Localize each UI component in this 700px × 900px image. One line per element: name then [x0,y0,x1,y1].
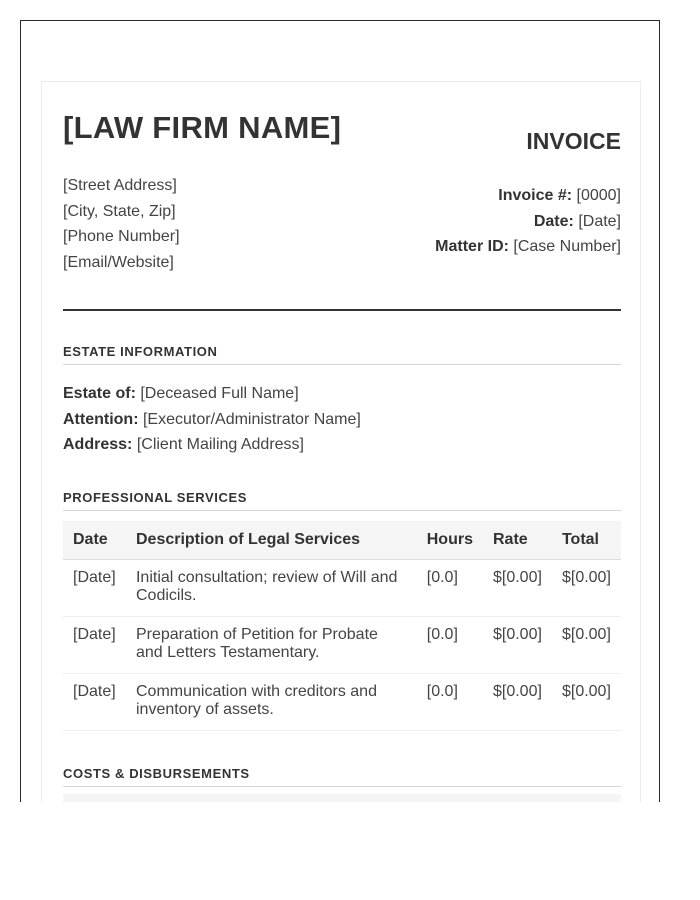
column-header-rate: Rate [483,521,552,559]
firm-city: [City, State, Zip] [63,202,176,220]
invoice-title: INVOICE [526,128,621,154]
firm-email: [Email/Website] [63,253,174,271]
address-label: Address: [63,436,133,453]
row-description: Initial consultation; review of Will and Codicils. [126,559,417,616]
document-viewport [20,20,660,802]
attention-value: [Executor/Administrator Name] [142,410,361,428]
table-row [63,559,621,616]
row-hours: [0.0] [417,673,483,730]
row-rate: $[0.00] [483,616,552,673]
services-header-row [63,521,621,559]
matter-id-line [435,234,621,260]
row-hours: [0.0] [417,559,483,616]
table-row [63,616,621,673]
row-total: $[0.00] [552,559,621,616]
matter-id-value: [Case Number] [513,238,621,255]
row-date: [Date] [63,673,126,730]
invoice-page [41,81,641,802]
row-rate: $[0.00] [483,559,552,616]
attention-label: Attention: [63,410,139,428]
estate-of-label: Estate of: [63,385,136,402]
attention-line [63,407,361,433]
services-table [63,521,621,731]
invoice-number-value: [0000] [576,187,621,204]
firm-phone: [Phone Number] [63,228,180,245]
address-value: [Client Mailing Address] [136,436,304,453]
column-header-hours: Hours [417,521,483,559]
firm-contact-block [63,173,180,275]
table-row [63,673,621,730]
invoice-date-line [435,209,621,235]
row-total: $[0.00] [552,616,621,673]
firm-street: [Street Address] [63,177,177,194]
firm-name: [LAW FIRM NAME] [63,110,342,145]
costs-section-title: COSTS & DISBURSEMENTS [63,766,621,787]
header-divider [63,309,621,311]
invoice-number-line [435,183,621,209]
row-total: $[0.00] [552,673,621,730]
row-date: [Date] [63,616,126,673]
invoice-number-label: Invoice #: [498,187,573,204]
column-header-date: Date [63,521,126,559]
row-description: Communication with creditors and inventory of assets. [126,673,417,730]
costs-table-header [63,794,621,802]
column-header-description: Description of Legal Services [126,521,417,559]
row-rate: $[0.00] [483,673,552,730]
invoice-date-label: Date: [533,212,574,230]
invoice-meta-block [435,183,621,260]
estate-of-value: [Deceased Full Name] [140,385,299,402]
row-date: [Date] [63,559,126,616]
invoice-date-value: [Date] [578,212,621,230]
services-section-title: PROFESSIONAL SERVICES [63,490,621,511]
estate-info-block [63,381,361,458]
row-description: Preparation of Petition for Probate and Letters Testamentary. [126,616,417,673]
estate-section-title: ESTATE INFORMATION [63,344,621,365]
address-line [63,432,361,458]
row-hours: [0.0] [417,616,483,673]
matter-id-label: Matter ID: [435,238,509,255]
estate-of-line [63,381,361,407]
column-header-total: Total [552,521,621,559]
